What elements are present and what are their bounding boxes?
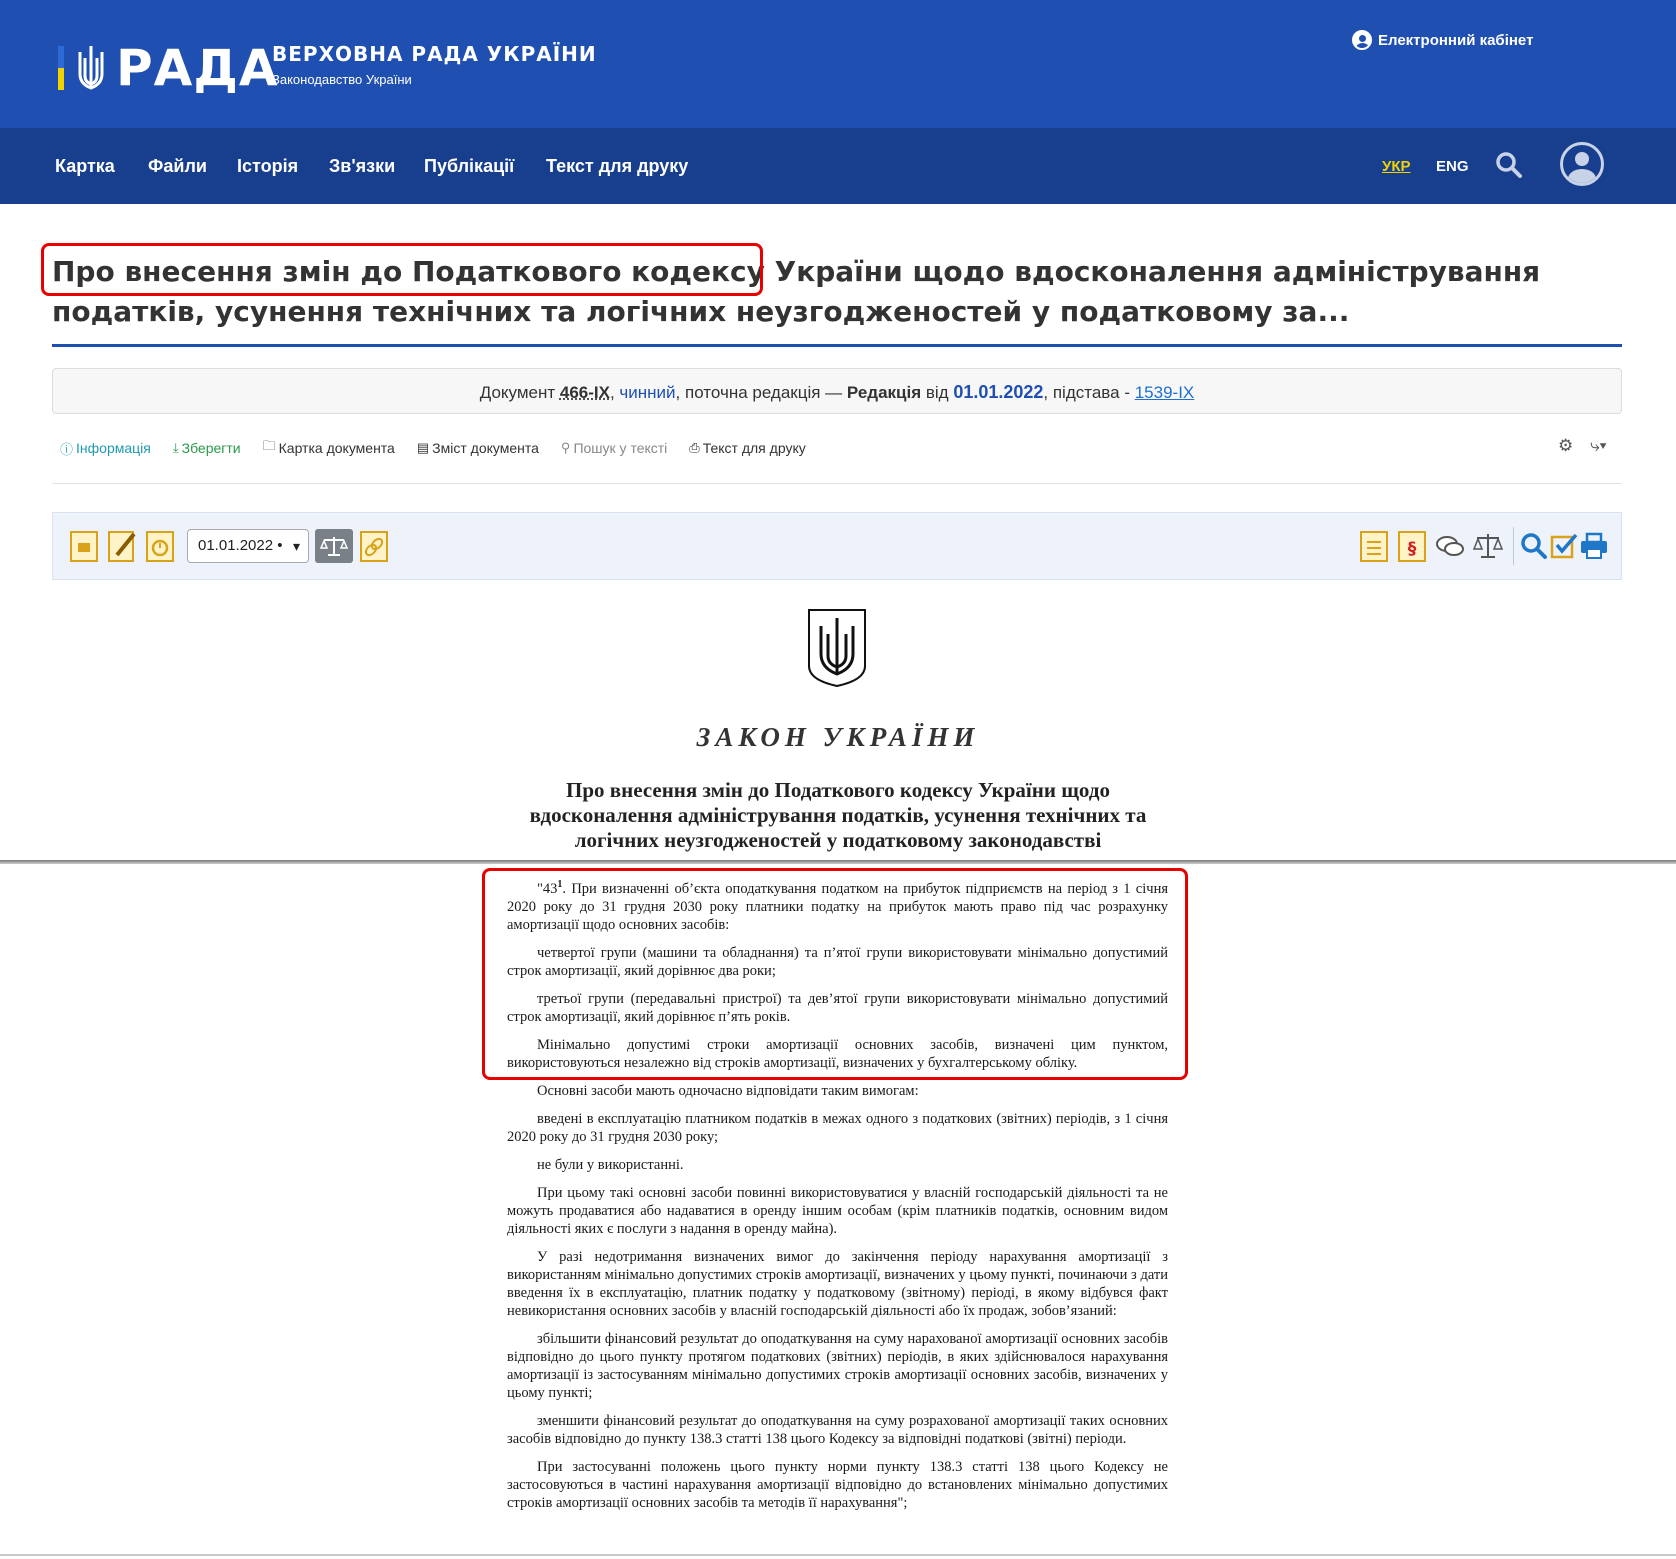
nav-links[interactable]: Зв'язки xyxy=(329,156,396,176)
annotation-highlight-title xyxy=(41,243,763,296)
nav-publications[interactable]: Публікації xyxy=(424,156,515,176)
save-link[interactable] xyxy=(173,437,241,459)
docinfo-prefix: Документ xyxy=(479,383,560,402)
folder-icon: 🗀 xyxy=(262,438,276,453)
law-paragraph: третьої групи (передавальні пристрої) та дев’ятої групи використовувати мінімально допустимий строк амортизації, який дорівнює п’ять років. xyxy=(507,990,1168,1025)
document-status-bar xyxy=(52,368,1622,414)
info-link[interactable] xyxy=(60,437,151,459)
main-nav xyxy=(0,128,1676,204)
electronic-cabinet-link[interactable] xyxy=(1352,30,1533,50)
law-paragraph: четвертої групи (машини та обладнання) та п’ятої групи використовувати мінімально допустимий строк амортизації, який дорівнює два роки; xyxy=(507,944,1168,979)
document-number[interactable]: 466-IX xyxy=(559,383,610,402)
info-label: Інформація xyxy=(76,440,151,456)
lang-eng[interactable]: ENG xyxy=(1436,158,1469,175)
law-paragraph: Мінімально допустимі строки амортизації основних засобів, визначені цим пунктом, використовуються незалежно від строків амортизації, визначених у бухгалтерському обліку. xyxy=(507,1036,1168,1071)
law-paragraph: збільшити фінансовий результат до оподаткування на суму нарахованої амортизації основних засобів відповідно до цього пункту протягом податкових (звітних) періодів, в яких здійснювалося нарахування амортизації із застосуванням мінімально допустимих строків амортизації основних засобів, визначених у цьому пункті; xyxy=(507,1330,1168,1401)
docinfo-sep: , xyxy=(609,383,620,402)
search-icon[interactable] xyxy=(1496,152,1522,178)
section-document-icon[interactable] xyxy=(1397,529,1427,563)
nav-files[interactable]: Файли xyxy=(148,156,207,176)
contents-link[interactable] xyxy=(417,437,539,459)
comments-icon[interactable] xyxy=(1435,529,1465,563)
law-paragraph: Основні засоби мають одночасно відповідати таким вимогам: xyxy=(537,1082,919,1099)
law-paragraph: введені в експлуатацію платником податків в межах одного з податкових (звітних) періодів, з 1 січня 2020 року до 31 грудня 2030 року; xyxy=(507,1110,1168,1145)
nav-print-text[interactable]: Текст для друку xyxy=(546,156,689,176)
screenshot-cut-divider xyxy=(0,860,1676,864)
page-title-highlighted: Про внесення змін до Податкового кодексу України xyxy=(52,255,903,288)
avatar-icon[interactable] xyxy=(1560,142,1604,186)
edition-date: 01.01.2022 xyxy=(953,382,1044,402)
actions-divider xyxy=(52,483,1622,484)
docinfo-edition-text: , поточна редакція — xyxy=(675,383,847,402)
settings-gear-icon[interactable]: ⚙ xyxy=(1558,436,1574,455)
magnifier-icon[interactable] xyxy=(1519,529,1549,563)
law-paragraph: не були у використанні. xyxy=(537,1156,684,1173)
user-circle-icon xyxy=(1352,30,1372,50)
edition-label: Редакція xyxy=(846,383,922,402)
law-paragraph: У разі недотримання визначених вимог до закінчення періоду нарахування амортизації з використанням мінімально допустимих строків амортизації, визначених у цьому пункті, починаючи з дати введення їх в експлуатацію, платник податку у податковому (звітному) періоді, в якому відбувся факт невикористання основних засобів у власній господарській діяльності або їх продаж, зобов’язаний: xyxy=(507,1248,1168,1319)
paragraph-text: . При визначенні об’єкта оподаткування податком на прибуток підприємств на період з 1 січня 2020 року до 31 грудня 2030 року платники податку на прибуток мають право під час розрахунку амортизації щодо основних засобів: xyxy=(507,880,1168,933)
site-logo[interactable] xyxy=(58,40,279,96)
law-paragraph: При застосуванні положень цього пункту норми пункту 138.3 статті 138 цього Кодексу не застосовуються в частині нарахування амортизації відповідно до встановлених мінімально допустимих строків амортизації основних засобів та методів її нарахування"; xyxy=(507,1458,1168,1511)
search-small-icon: ⚲ xyxy=(560,440,571,455)
scales-icon xyxy=(315,529,353,563)
site-header xyxy=(0,0,1676,128)
page-title-rest: щодо вдосконалення адміністрування податків, усунення технічних та логічних неузгодженостей у податковому за... xyxy=(52,255,1541,328)
sitemap-icon: ▤ xyxy=(416,440,430,455)
info-icon: ⓘ xyxy=(60,441,74,457)
docinfo-from: від xyxy=(921,383,954,402)
toolbar-separator xyxy=(1513,527,1514,565)
basis-link[interactable]: 1539-IX xyxy=(1134,383,1195,402)
print-icon: ⎙ xyxy=(689,440,700,455)
printer-icon[interactable] xyxy=(1579,529,1609,563)
contents-label: Зміст документа xyxy=(432,440,539,456)
law-paragraph: зменшити фінансовий результат до оподаткування на суму розрахованої амортизації таких основних засобів відповідно до пункту 138.3 статті 138 цього Кодексу за відповідні податкові (звітні) періоди. xyxy=(507,1412,1168,1447)
document-list-icon[interactable] xyxy=(1359,529,1389,563)
save-label: Зберегти xyxy=(181,440,241,456)
share-icon[interactable]: ⤷▾ xyxy=(1590,436,1607,455)
flag-stripe xyxy=(58,46,64,90)
logo-text: РАДА xyxy=(116,39,279,97)
edit-document-icon[interactable] xyxy=(107,529,137,563)
document-status: чинний xyxy=(619,383,676,402)
link-document-icon[interactable] xyxy=(359,529,389,563)
annotation-highlight-paragraph xyxy=(482,868,1188,1080)
coat-of-arms-icon xyxy=(807,608,867,688)
print-label: Текст для друку xyxy=(702,440,806,456)
cabinet-label: Електронний кабінет xyxy=(1378,31,1534,49)
paragraph-superscript: 1 xyxy=(557,879,563,890)
document-toolbar xyxy=(52,512,1622,580)
nav-history[interactable]: Історія xyxy=(237,156,299,176)
balance-icon[interactable] xyxy=(1473,529,1503,563)
site-title: ВЕРХОВНА РАДА УКРАЇНИ xyxy=(272,42,597,66)
text-search-label: Пошук у тексті xyxy=(573,440,668,456)
card-label: Картка документа xyxy=(278,440,395,456)
law-subtitle: Про внесення змін до Податкового кодексу України щодо вдосконалення адміністрування податків, усунення технічних та логічних неузгодженостей у податковому законодавстві xyxy=(529,778,1147,852)
print-text-link[interactable] xyxy=(689,437,805,459)
history-document-icon[interactable] xyxy=(145,529,175,563)
svg-text:§: § xyxy=(1407,539,1417,559)
law-heading: ЗАКОН УКРАЇНИ xyxy=(696,722,980,752)
paragraph-number: "43 xyxy=(537,880,558,897)
text-search-link[interactable] xyxy=(561,437,667,459)
document-actions xyxy=(60,437,828,459)
edition-date-select[interactable]: 01.01.2022 • ▾ xyxy=(187,529,309,563)
download-icon: ⤓ xyxy=(172,440,179,455)
checklist-icon[interactable] xyxy=(1549,529,1579,563)
site-title-block xyxy=(272,42,597,87)
document-card-link[interactable] xyxy=(263,437,395,459)
page-bottom-line xyxy=(0,1554,1676,1556)
trident-icon xyxy=(74,44,108,92)
lang-ukr[interactable]: УКР xyxy=(1382,158,1411,175)
site-subtitle: Законодавство України xyxy=(272,72,412,87)
document-icon[interactable] xyxy=(69,529,99,563)
compare-editions-button[interactable] xyxy=(315,529,353,563)
basis-label: , підстава - xyxy=(1043,383,1135,402)
law-paragraph: При цьому такі основні засоби повинні використовуватися у власній господарській діяльності та не можуть продаватися або надаватися в оренду іншим особам (крім платників податків, основним видом діяльності яких є послуги з надання в оренду майна). xyxy=(507,1184,1168,1237)
nav-card[interactable]: Картка xyxy=(55,156,115,176)
title-divider xyxy=(52,344,1622,347)
